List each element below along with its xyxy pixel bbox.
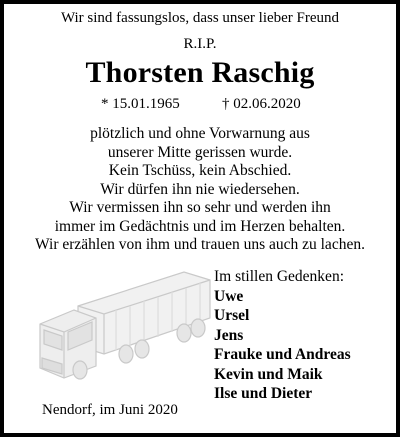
text-line: Kein Tschüss, kein Abschied. — [108, 162, 292, 179]
memory-heading: Im stillen Gedenken: — [214, 268, 344, 285]
intro-line: Wir sind fassungslos, dass unser lieber Freund — [60, 10, 340, 26]
deceased-name: Thorsten Raschig — [85, 56, 315, 89]
truck-icon — [34, 266, 212, 388]
text-line: Wir vermissen ihn so sehr und werden ihn — [69, 199, 331, 216]
mourner-name: Uwe — [214, 287, 244, 305]
text-line: immer im Gedächtnis und im Herzen behalten. — [54, 217, 346, 235]
mourner-name: Kevin und Maik — [214, 365, 323, 383]
text-line: plötzlich und ohne Vorwarnung aus — [90, 125, 310, 142]
rip-line: R.I.P. — [183, 36, 217, 52]
obituary-text — [4, 125, 396, 255]
mourner-name: Jens — [214, 326, 244, 344]
text-line: Wir erzählen von ihm und trauen uns auch zu lachen. — [35, 236, 365, 253]
text-line: unserer Mitte gerissen wurde. — [107, 143, 293, 161]
mourner-name: Ilse und Dieter — [214, 385, 313, 402]
life-dates — [4, 96, 396, 116]
place-date: Nendorf, im Juni 2020 — [42, 402, 178, 418]
mourners-block — [214, 267, 351, 404]
death-date: † 02.06.2020 — [222, 96, 301, 112]
mourner-name: Frauke und Andreas — [214, 346, 351, 363]
text-line: Wir dürfen ihn nie wiedersehen. — [100, 180, 300, 198]
birth-date: * 15.01.1965 — [101, 96, 180, 112]
mourner-name: Ursel — [214, 307, 250, 324]
